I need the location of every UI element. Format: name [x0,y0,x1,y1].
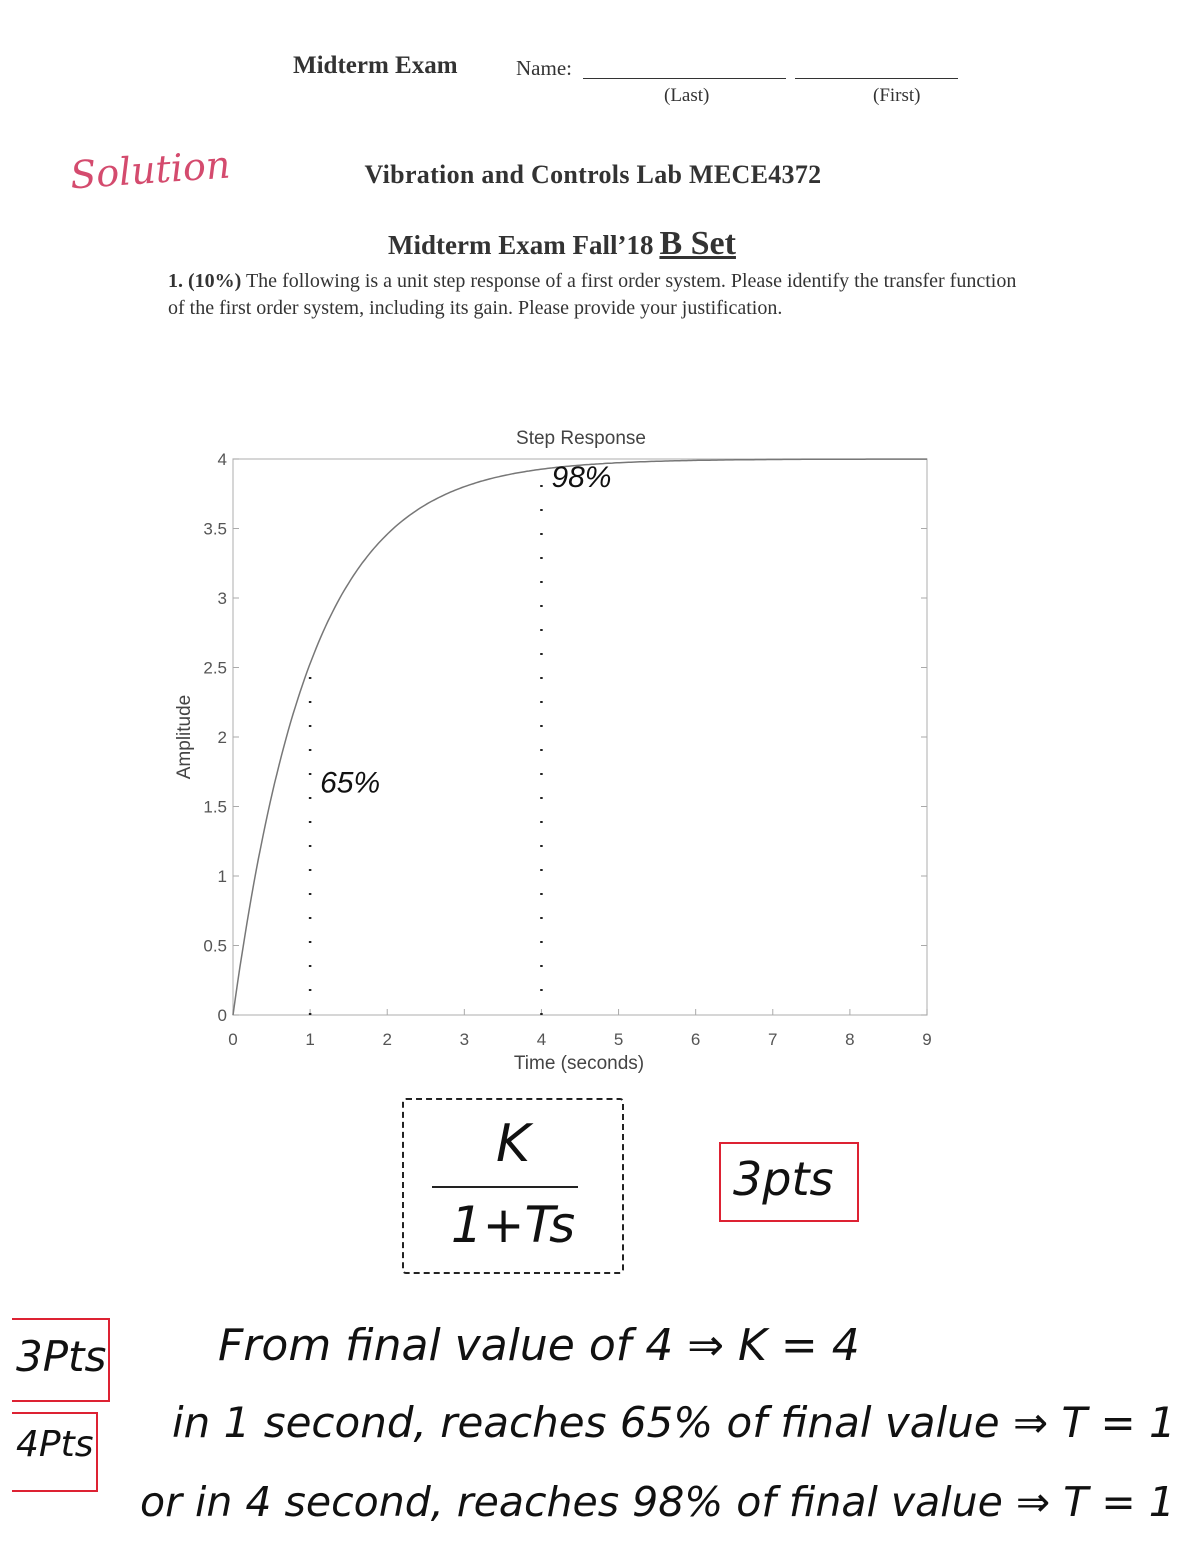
y-axis-label: Amplitude [174,694,195,780]
x-tick-label: 5 [613,1030,624,1049]
x-tick-label: 3 [459,1030,470,1049]
x-tick-label: 1 [305,1030,315,1049]
question-text: The following is a unit step response of a first order system. Please identify the transfer function of the first order system, including its gain. Please provide your justification. [168,270,1017,319]
chart-title: Step Response [516,428,646,449]
solution-line-3: or in 4 second, reaches 98% of final value ⇒ T = 1 [140,1478,1175,1526]
score-box-line2 [12,1412,98,1492]
y-tick-label: 0 [217,1006,227,1025]
x-tick-label: 7 [768,1030,778,1049]
solution-annotation: Solution [68,142,232,198]
solution-line-2: in 1 second, reaches 65% of final value ⇒ T = 1 [172,1398,1176,1447]
last-label: (Last) [664,85,710,106]
y-tick-label: 1 [217,867,227,886]
question-number: 1. (10%) [168,270,242,292]
x-tick-label: 2 [382,1030,392,1049]
x-tick-label: 8 [845,1030,855,1049]
transfer-function-box [402,1098,624,1274]
score-box-transfer-function [719,1142,859,1222]
plot-frame [233,459,927,1015]
y-tick-label: 1.5 [203,797,227,817]
y-tick-label: 4 [217,450,227,469]
score-line2: 4Pts [16,1424,94,1465]
x-tick-label: 0 [228,1030,238,1049]
y-tick-label: 3 [217,589,227,608]
score-line1: 3Pts [16,1332,107,1381]
score-box-line1 [12,1318,110,1402]
y-tick-label: 3.5 [203,519,227,539]
course-title: Vibration and Controls Lab MECE4372 [364,160,822,189]
exam-header-title: Midterm Exam [293,52,458,79]
exam-title: Midterm Exam Fall’18 [388,230,654,260]
x-axis-label: Time (seconds) [513,1053,645,1074]
score-transfer-function: 3pts [733,1152,834,1206]
x-tick-label: 6 [690,1030,701,1049]
y-tick-label: 0.5 [203,936,227,956]
tf-numerator: K [495,1114,531,1174]
exam-set: B Set [659,225,736,262]
x-tick-label: 4 [536,1030,547,1049]
y-tick-label: 2 [217,728,227,747]
guide-label: 98% [551,460,612,494]
y-axis-ticks [203,450,927,1025]
x-tick-label: 9 [922,1030,932,1049]
step-response-curve [233,459,927,1015]
tf-fraction-bar [432,1186,578,1188]
solution-line-1: From final value of 4 ⇒ K = 4 [218,1320,860,1371]
annotation-guides [310,461,611,1015]
name-label: Name: [516,56,572,80]
y-tick-label: 2.5 [203,658,227,678]
tf-denominator: 1+Ts [450,1196,576,1254]
first-label: (First) [873,85,921,106]
guide-label: 65% [320,766,381,800]
